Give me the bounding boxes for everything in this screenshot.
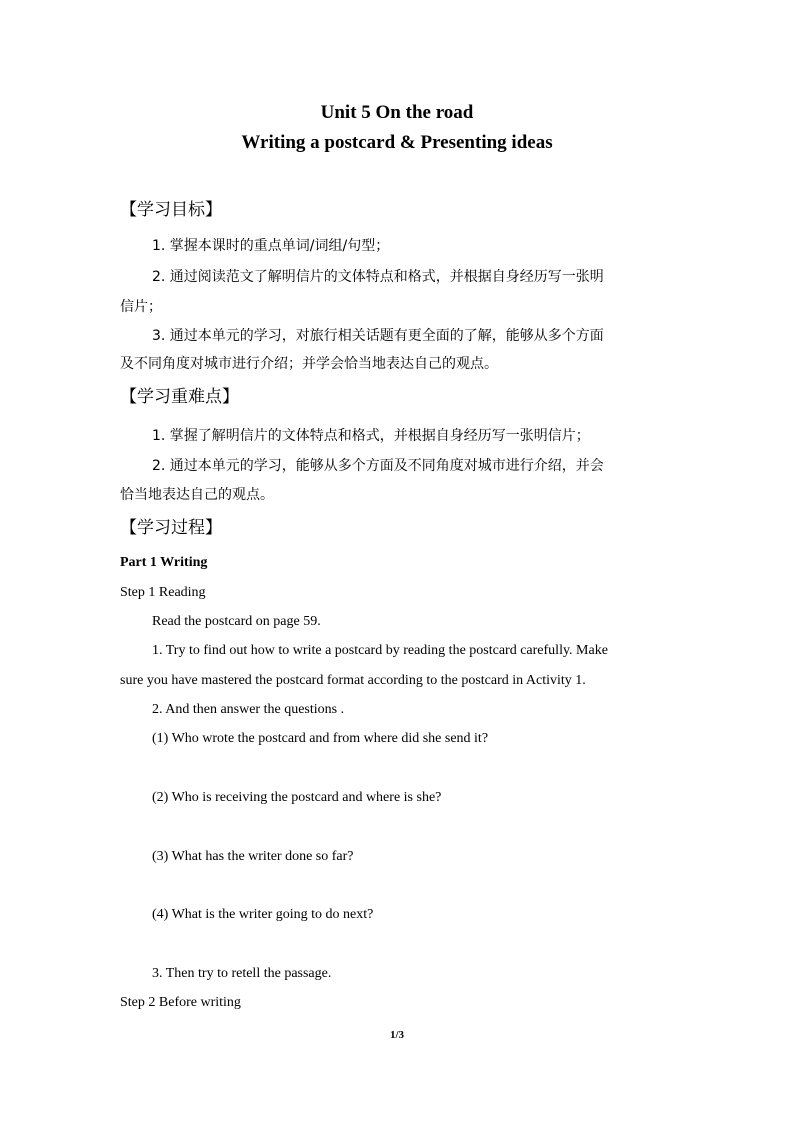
part-1-heading: Part 1 Writing xyxy=(120,555,208,570)
document-title-line2: Writing a postcard & Presenting ideas xyxy=(241,132,553,153)
objective-item-3-line2: 及不同角度对城市进行介绍；并学会恰当地表达自己的观点。 xyxy=(120,356,498,372)
task-1-line2: sure you have mastered the postcard format according to the postcard in Activity 1. xyxy=(120,673,586,688)
task-3: 3. Then try to retell the passage. xyxy=(152,966,332,981)
step-2-heading: Step 2 Before writing xyxy=(120,995,241,1010)
section-heading-process: 【学习过程】 xyxy=(120,518,222,538)
objective-item-2-line1: 2. 通过阅读范文了解明信片的文体特点和格式，并根据自身经历写一张明 xyxy=(152,269,604,285)
step-1-heading: Step 1 Reading xyxy=(120,585,206,600)
key-point-item-2-line2: 恰当地表达自己的观点。 xyxy=(120,487,274,503)
question-1: (1) Who wrote the postcard and from where did she send it? xyxy=(152,731,489,746)
question-4: (4) What is the writer going to do next? xyxy=(152,907,374,922)
question-2: (2) Who is receiving the postcard and where is she? xyxy=(152,790,442,805)
task-2: 2. And then answer the questions . xyxy=(152,702,345,717)
key-point-item-2-line1: 2. 通过本单元的学习，能够从多个方面及不同角度对城市进行介绍，并会 xyxy=(152,458,604,474)
page-number: 1/3 xyxy=(389,1029,405,1041)
read-instruction: Read the postcard on page 59. xyxy=(152,614,321,629)
objective-item-1: 1. 掌握本课时的重点单词/词组/句型； xyxy=(152,238,390,254)
section-heading-key-points: 【学习重难点】 xyxy=(120,387,239,407)
section-heading-objectives: 【学习目标】 xyxy=(120,200,222,220)
key-point-item-1: 1. 掌握了解明信片的文体特点和格式，并根据自身经历写一张明信片； xyxy=(152,428,590,444)
document-title-line1: Unit 5 On the road xyxy=(320,102,474,123)
question-3: (3) What has the writer done so far? xyxy=(152,849,354,864)
objective-item-3-line1: 3. 通过本单元的学习，对旅行相关话题有更全面的了解，能够从多个方面 xyxy=(152,328,604,344)
objective-item-2-line2: 信片； xyxy=(120,299,162,315)
task-1-line1: 1. Try to find out how to write a postcard by reading the postcard carefully. Make xyxy=(152,643,608,658)
